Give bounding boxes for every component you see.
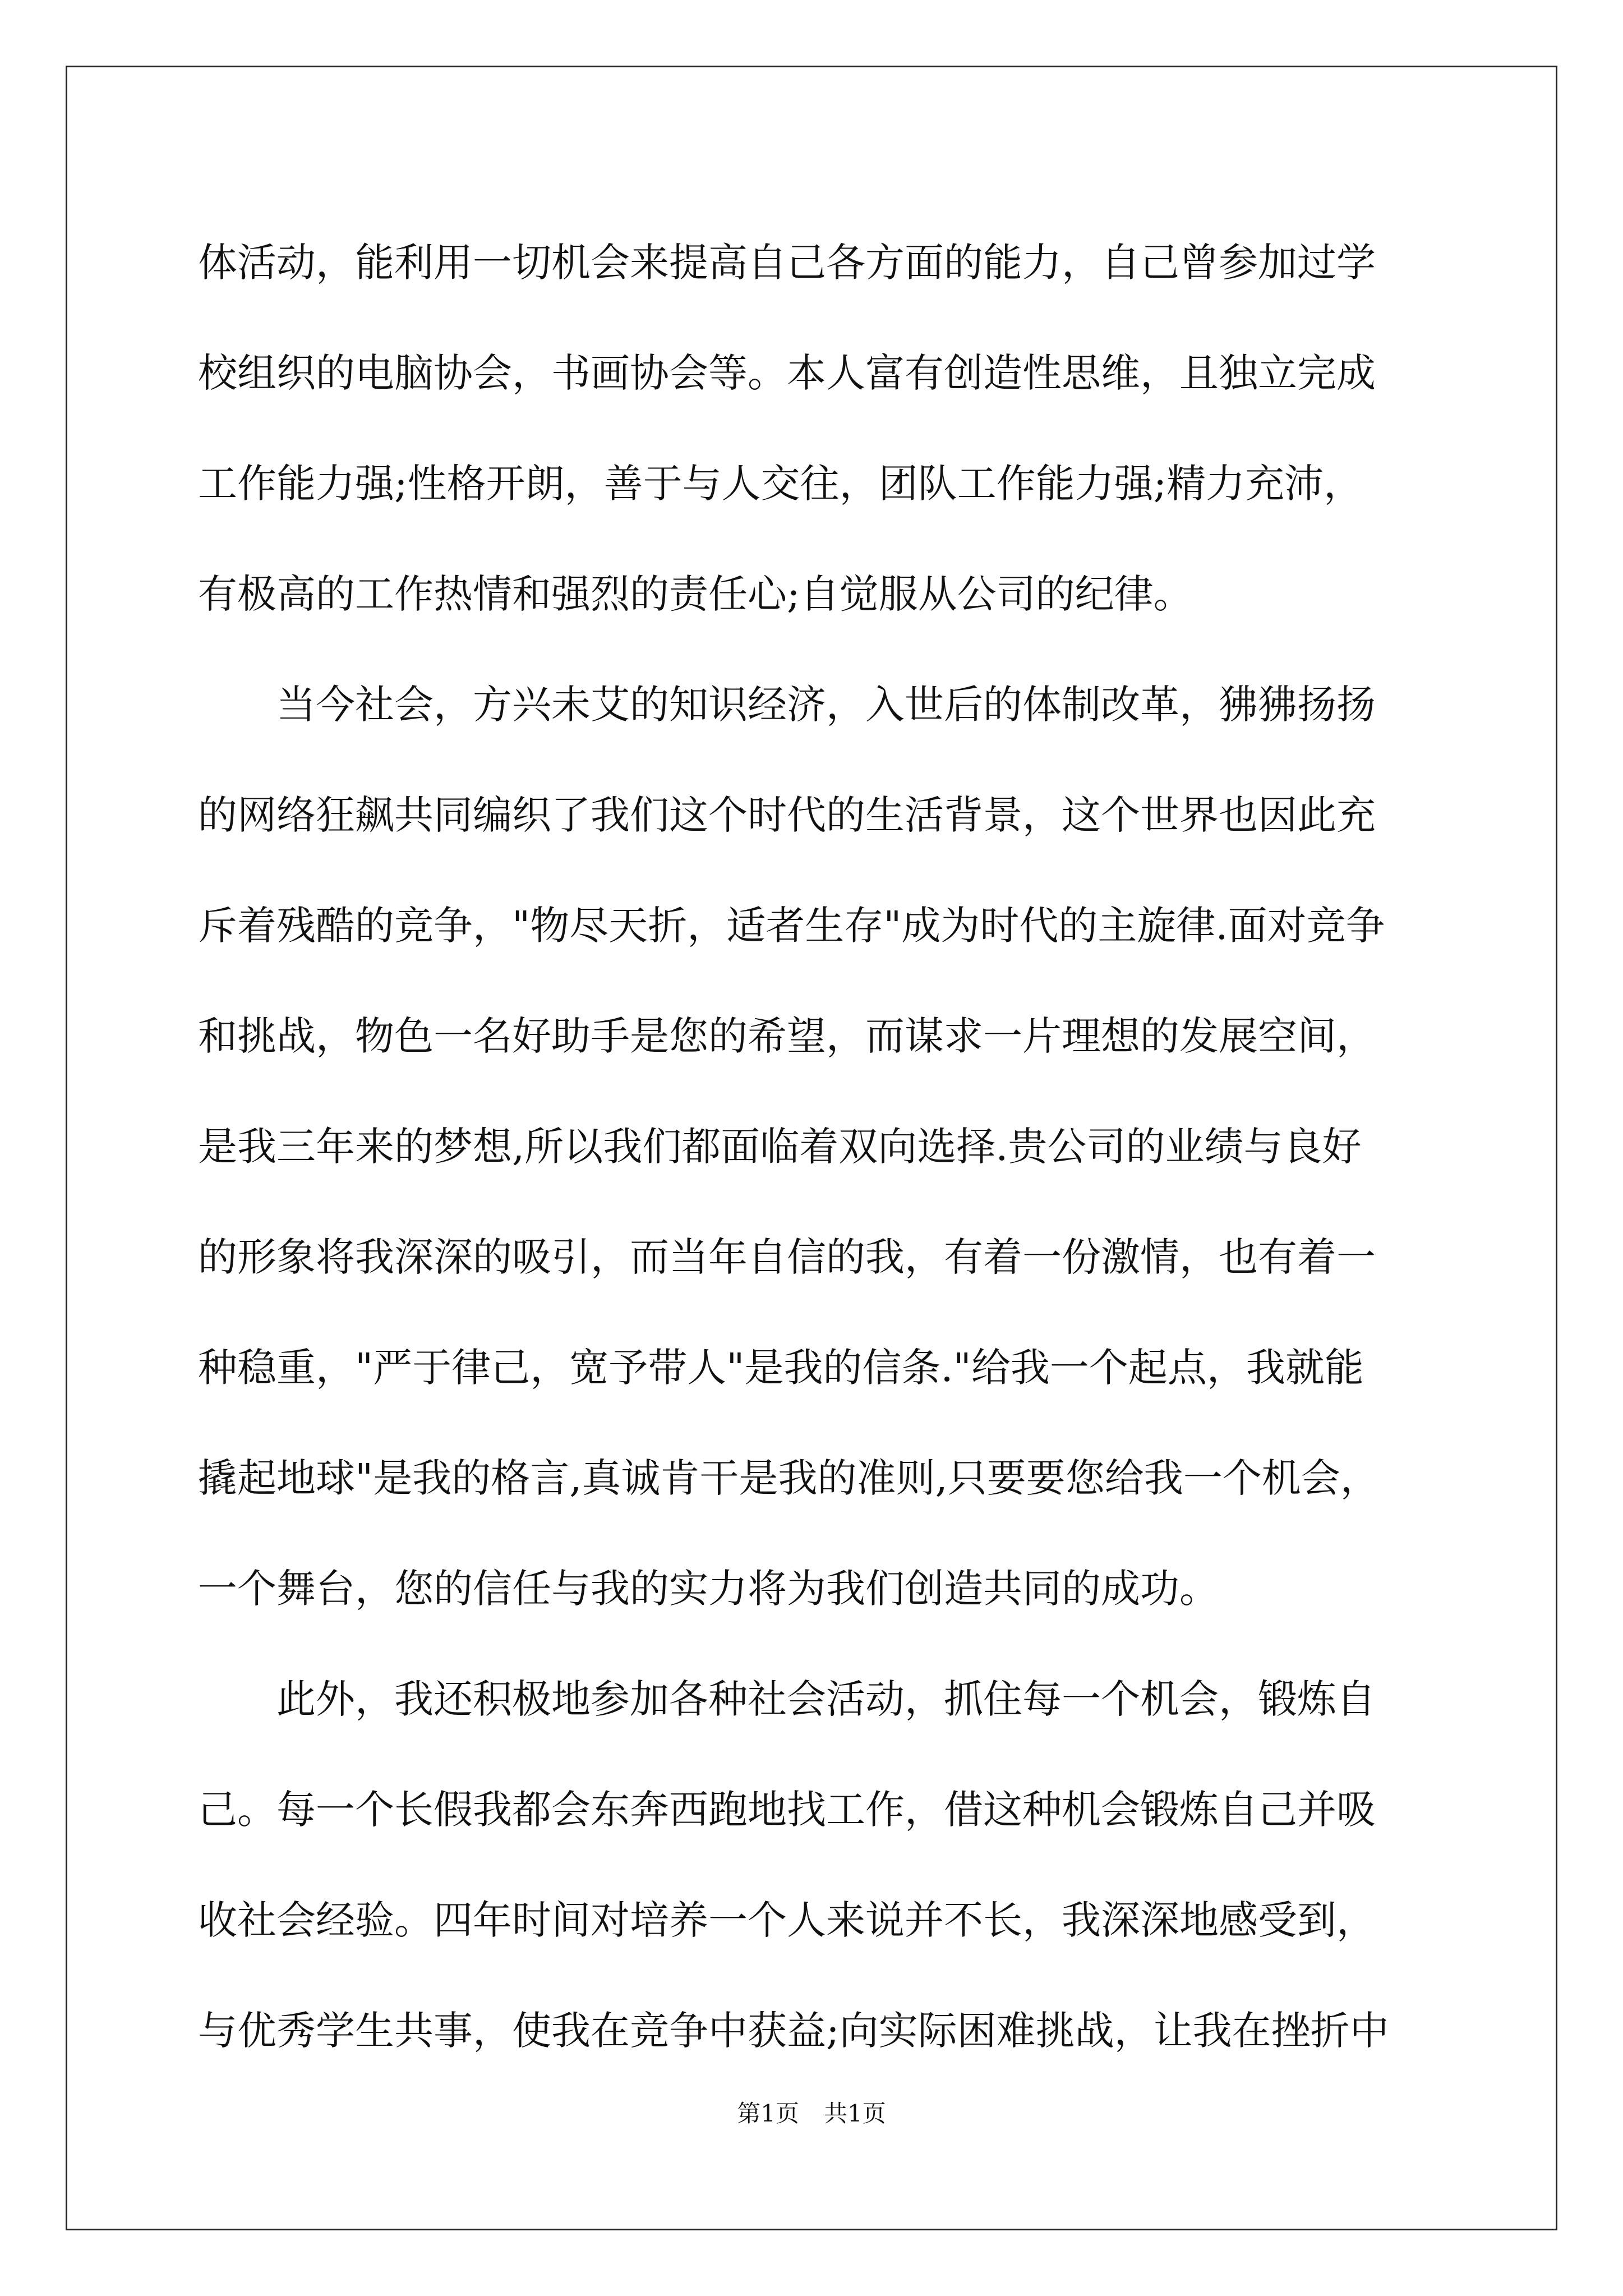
text-line: 当今社会，方兴未艾的知识经济，入世后的体制改革，狒狒扬扬 — [276, 682, 1376, 728]
text-line: 是我三年来的梦想,所以我们都面临着双向选择.贵公司的业绩与良好 — [198, 1124, 1362, 1170]
text-line: 体活动，能利用一切机会来提高自己各方面的能力，自己曾参加过学 — [198, 240, 1376, 286]
page-number-current: 第1页 — [737, 2100, 799, 2127]
text-line: 己。每一个长假我都会东奔西跑地找工作，借这种机会锻炼自己并吸 — [198, 1787, 1376, 1833]
text-line: 种稳重，"严于律己，宽予带人"是我的信条."给我一个起点，我就能 — [198, 1345, 1364, 1391]
text-line: 的网络狂飙共同编织了我们这个时代的生活背景，这个世界也因此充 — [198, 792, 1376, 838]
text-line: 收社会经验。四年时间对培养一个人来说并不长，我深深地感受到， — [198, 1897, 1376, 1943]
text-line: 有极高的工作热情和强烈的责任心;自觉服从公司的纪律。 — [198, 571, 1193, 617]
text-line: 和挑战，物色一名好助手是您的希望，而谋求一片理想的发展空间， — [198, 1013, 1376, 1059]
text-line: 与优秀学生共事，使我在竞争中获益;向实际困难挑战，让我在挫折中 — [198, 2008, 1389, 2054]
text-line: 斥着残酷的竞争，"物尽天折，适者生存"成为时代的主旋律.面对竞争 — [198, 903, 1385, 949]
text-line: 撬起地球"是我的格言,真诚肯干是我的准则,只要要您给我一个机会， — [198, 1455, 1380, 1501]
text-line: 校组织的电脑协会，书画协会等。本人富有创造性思维，且独立完成 — [198, 350, 1376, 396]
page-number-total: 共1页 — [824, 2100, 886, 2127]
text-line: 的形象将我深深的吸引，而当年自信的我，有着一份激情，也有着一 — [198, 1234, 1376, 1280]
text-line: 此外，我还积极地参加各种社会活动，抓住每一个机会，锻炼自 — [276, 1676, 1376, 1722]
document-body — [198, 208, 1432, 2086]
text-line: 一个舞台，您的信任与我的实力将为我们创造共同的成功。 — [198, 1566, 1219, 1612]
page-footer — [0, 2097, 1623, 2131]
text-line: 工作能力强;性格开朗，善于与人交往，团队工作能力强;精力充沛， — [198, 461, 1363, 507]
